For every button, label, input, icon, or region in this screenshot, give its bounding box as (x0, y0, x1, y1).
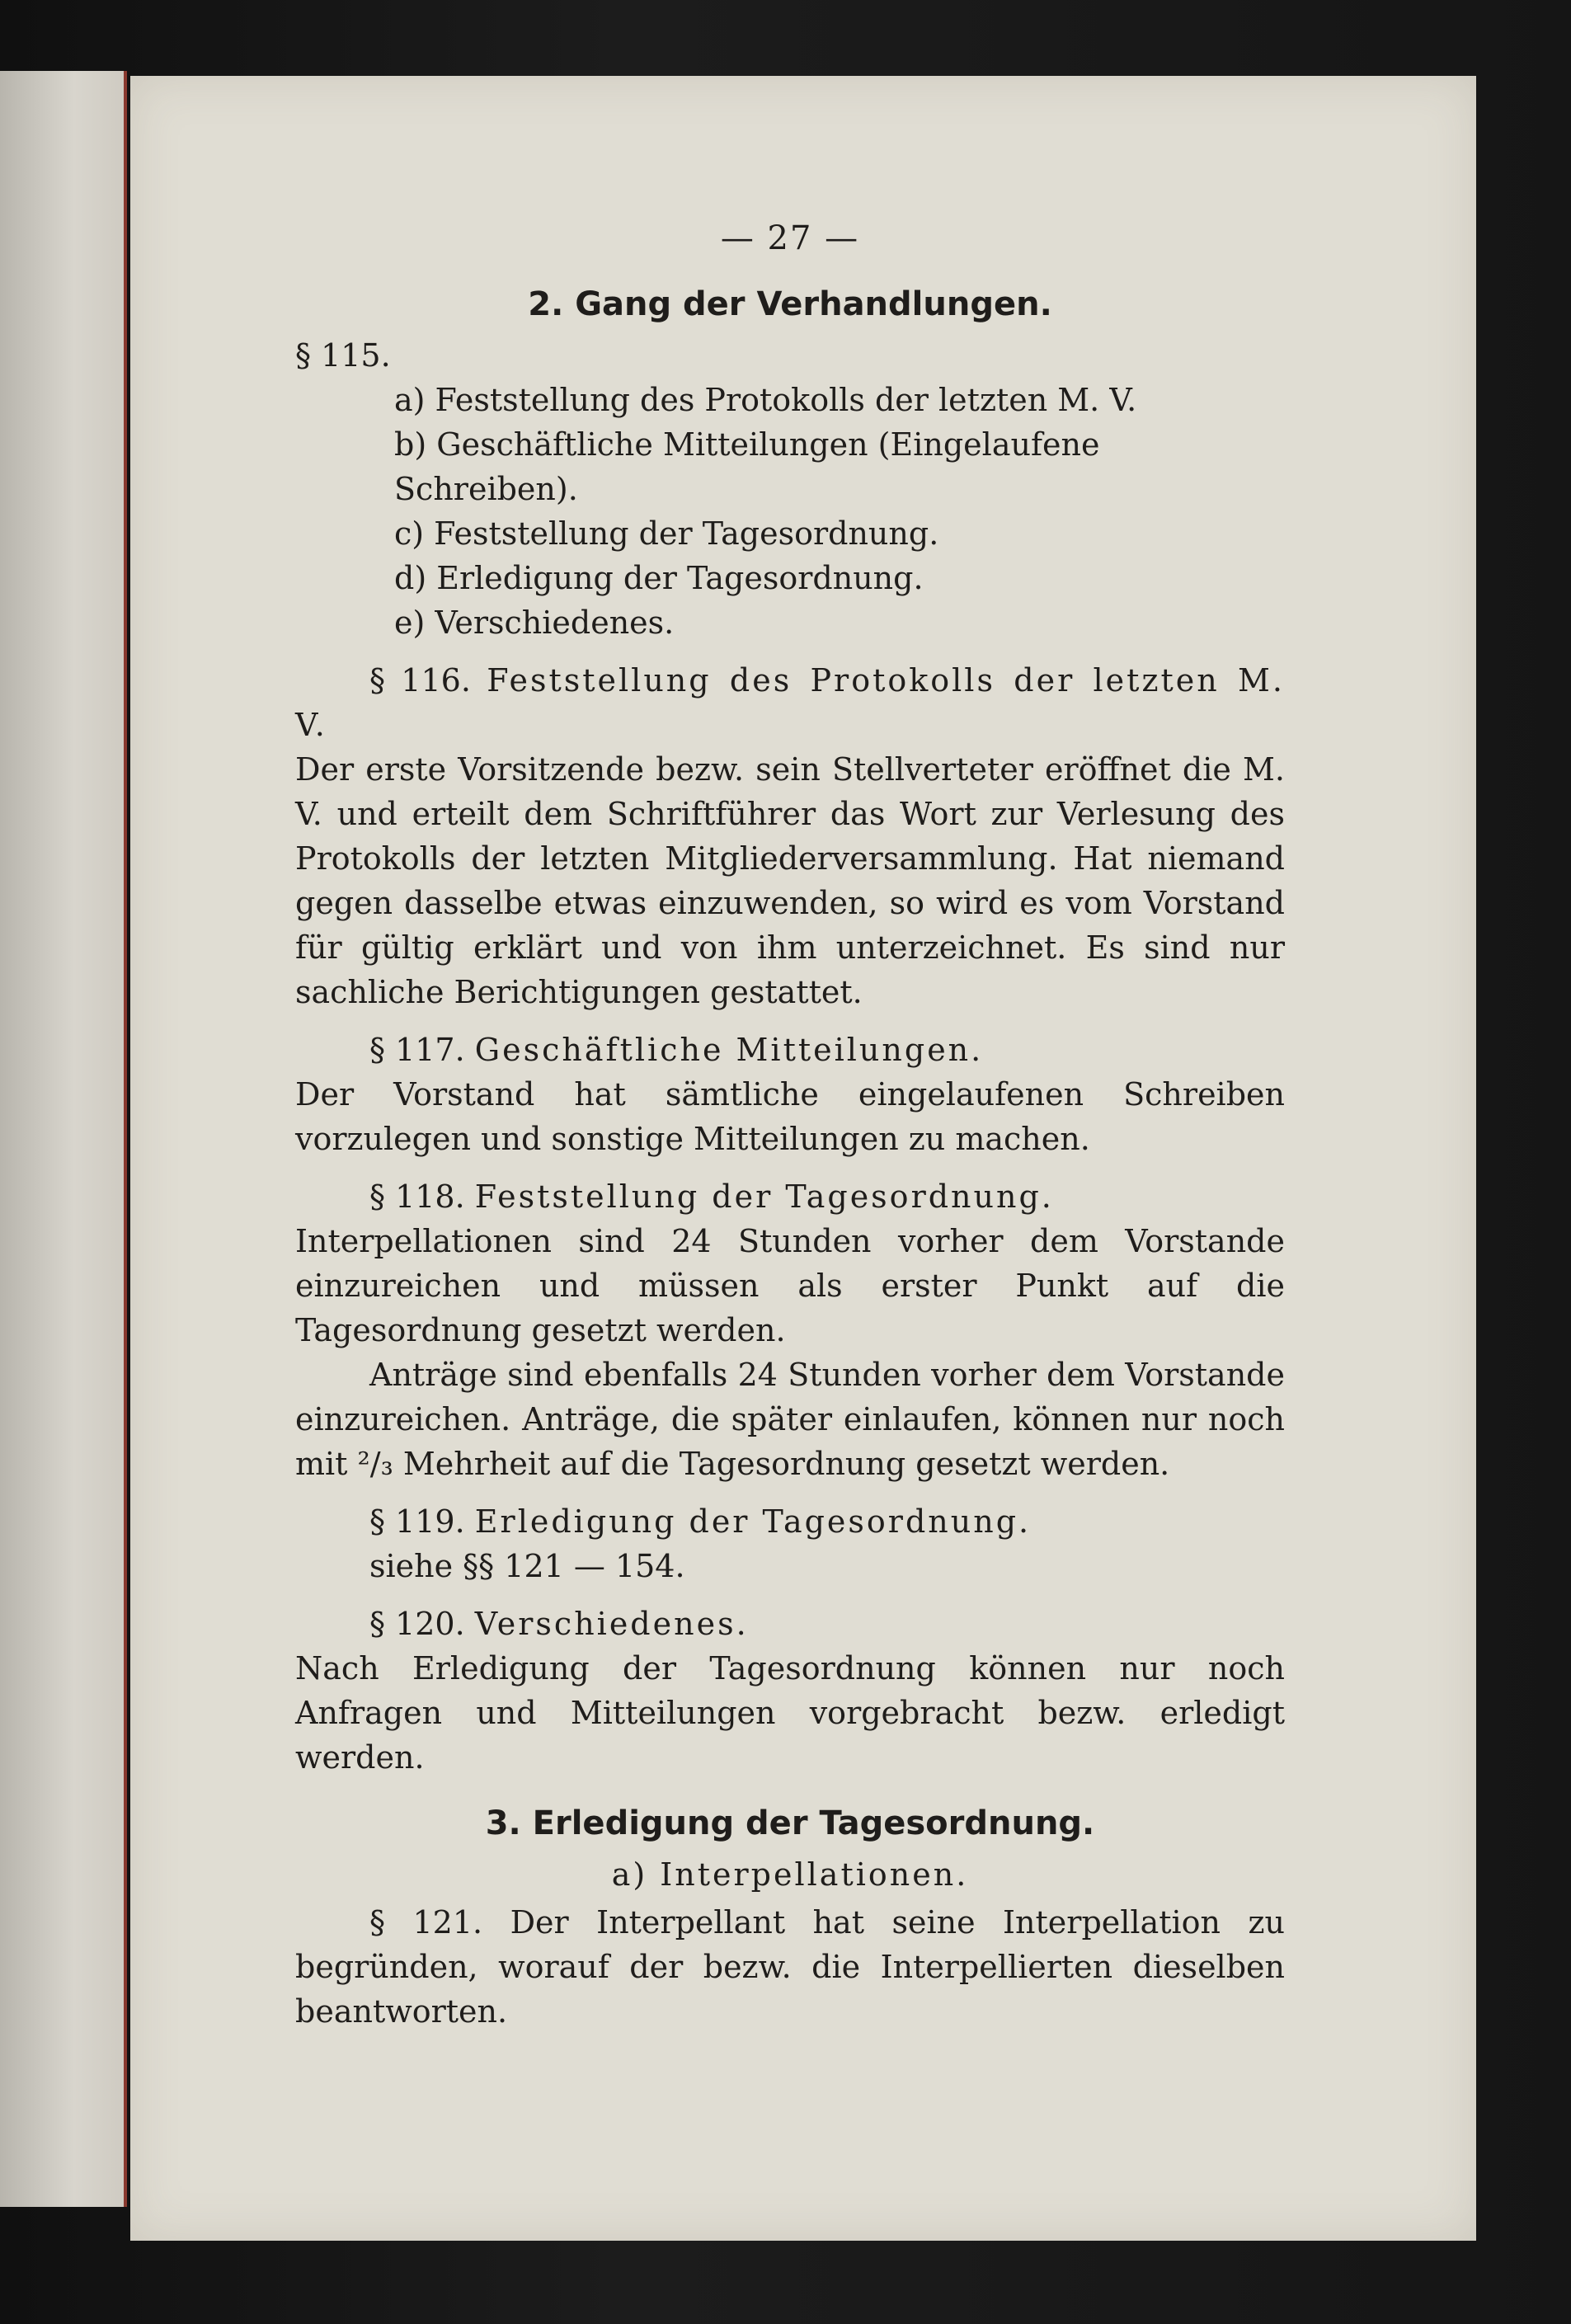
s119-text: siehe §§ 121 — 154. (369, 1548, 685, 1584)
section-3-subtitle: a) Interpellationen. (611, 1856, 969, 1893)
s117-heading-line (295, 1028, 1285, 1072)
s120-heading: Verschiedenes. (474, 1606, 749, 1642)
s118-text-1: Interpellationen sind 24 Stunden vorher dem Vorstande einzureichen und müssen als erster Punkt auf die Tagesordnung gesetzt werden. (295, 1223, 1285, 1348)
facing-page-edge (0, 71, 127, 2207)
s117-label: § 117. (369, 1032, 465, 1068)
s115-item-e: e) Verschiedenes. (394, 605, 675, 641)
s119-heading: Erledigung der Tagesordnung. (474, 1503, 1032, 1540)
s115-item-b: b) Geschäftliche Mitteilungen (Eingelaufene Schreiben). (394, 426, 1100, 507)
s118-text-2: Anträge sind ebenfalls 24 Stunden vorher dem Vorstande einzureichen. Anträge, die später einlaufen, können nur noch mit ²/₃ Mehrheit auf die Tagesordnung gesetzt werden. (295, 1357, 1285, 1482)
s120-label: § 120. (369, 1606, 465, 1642)
s118-heading-line (295, 1174, 1285, 1219)
s115-item-a: a) Feststellung des Protokolls der letzten M. V. (394, 382, 1137, 418)
section-2-title: 2. Gang der Verhandlungen. (528, 285, 1052, 323)
s118-label: § 118. (369, 1178, 465, 1215)
s116-label: § 116. (369, 662, 471, 699)
s115-item-d: d) Erledigung der Tagesordnung. (394, 560, 924, 596)
page-number: — 27 — (720, 219, 860, 257)
s115-label: § 115. (295, 337, 391, 374)
s120-heading-line (295, 1602, 1285, 1646)
s116-text: Der erste Vorsitzende bezw. sein Stellverteter eröffnet die M. V. und erteilt dem Schriftführer das Wort zur Verlesung des Protokolls der letzten Mitgliederversammlung. Hat niemand gegen dasselbe etwas einzuwenden, so wird es vom Vorstand für gültig erklärt und von ihm unterzeichnet. Es sind nur sachliche Berichtigungen gestattet. (295, 751, 1285, 1010)
s115-list (394, 378, 1285, 645)
s116-heading: Feststellung des Protokolls der letzten M. V. (295, 662, 1285, 743)
s121-text: Der Interpellant hat seine Interpellation zu begründen, worauf der bezw. die Interpellierten dieselben beantworten. (295, 1904, 1285, 2030)
s117-heading: Geschäftliche Mitteilungen. (474, 1032, 984, 1068)
s118-heading: Feststellung der Tagesordnung. (474, 1178, 1054, 1215)
s117-text: Der Vorstand hat sämtliche eingelaufenen Schreiben vorzulegen und sonstige Mitteilungen zu machen. (295, 1076, 1285, 1157)
s120-text: Nach Erledigung der Tagesordnung können nur noch Anfragen und Mitteilungen vorgebracht bezw. erledigt werden. (295, 1650, 1285, 1776)
s119-heading-line (295, 1499, 1285, 1544)
s119-label: § 119. (369, 1503, 465, 1540)
book-page (130, 76, 1476, 2241)
s115-item-c: c) Feststellung der Tagesordnung. (394, 515, 939, 552)
s121-paragraph (295, 1900, 1285, 2034)
s116-heading-line (295, 658, 1285, 747)
s121-label: § 121. (369, 1904, 483, 1941)
page-content (295, 216, 1285, 2034)
section-3-title: 3. Erledigung der Tagesordnung. (485, 1804, 1095, 1842)
